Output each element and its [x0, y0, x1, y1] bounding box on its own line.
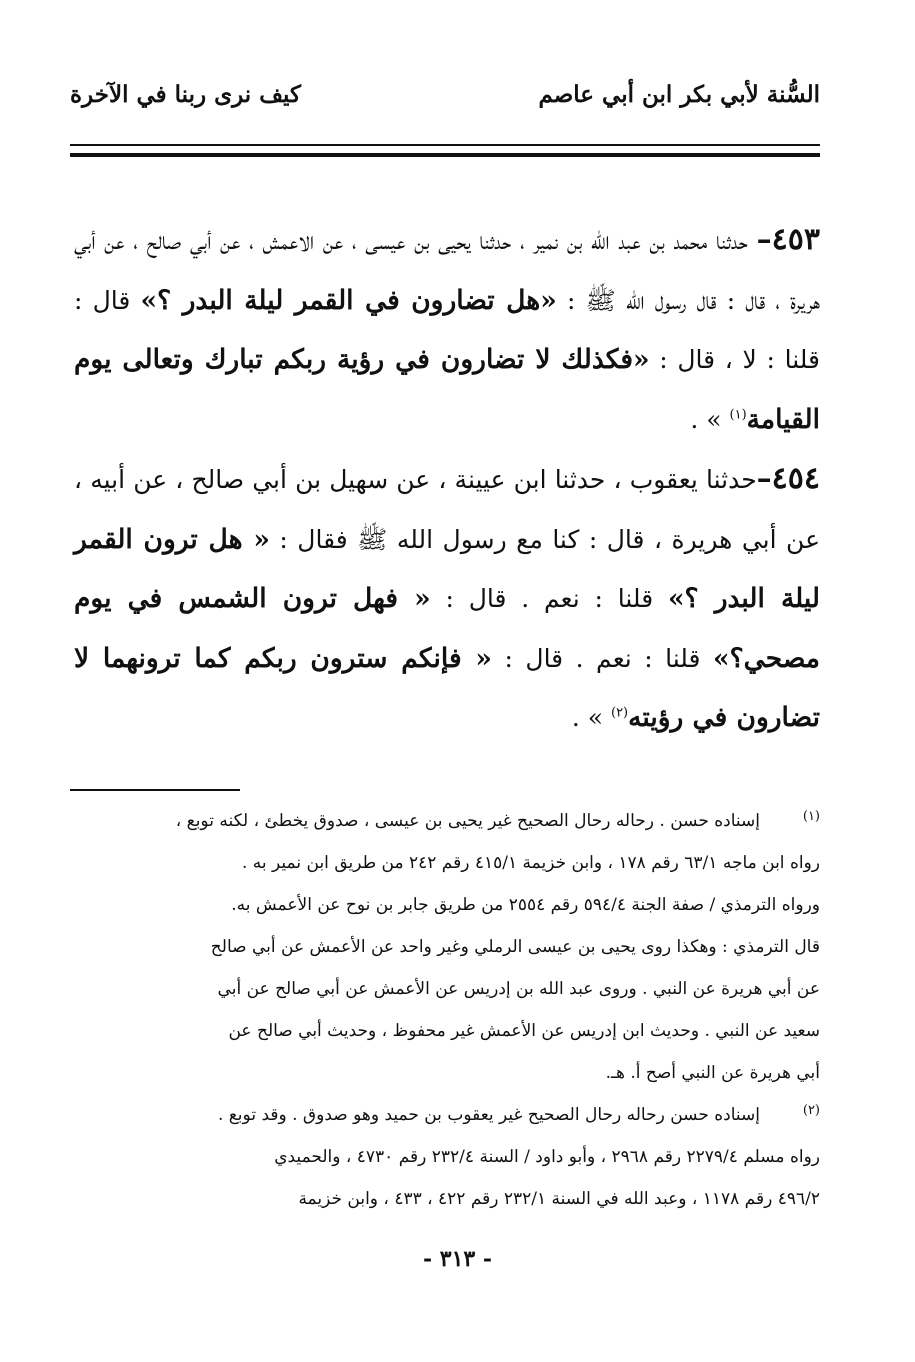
header-rule-thin	[70, 144, 820, 146]
isnad-line: حدثنا يعقوب ، حدثنا ابن عيينة ، عن سهيل بن أبي صالح ، عن	[133, 465, 757, 494]
footnote-mark: (١)	[802, 809, 820, 824]
matn-quote: «فكذلك لا تضارون في رؤية ربكم تبارك وتعالى يوم القيامة	[74, 344, 820, 435]
footnote-line: ٤٩٦/٢ رقم ١١٧٨ ، وعبد الله في السنة ٢٣٢/١ رقم ٤٢٢ ، ٤٣٣ ، وابن خزيمة	[298, 1189, 820, 1209]
hadith-453	[74, 210, 820, 449]
footnote-line: رواه مسلم ٢٢٧٩/٤ رقم ٢٩٦٨ ، وأبو داود / السنة ٢٣٢/٤ رقم ٤٧٣٠ ، والحميدي	[274, 1147, 820, 1167]
hadith-number: ٤٥٤	[771, 461, 820, 496]
hadith-dash: –	[756, 461, 772, 496]
footnote-line: إسناده حسن رحاله رحال الصحيح غير يعقوب بن حميد وهو صدوق . وقد توبع .	[217, 1105, 760, 1125]
hadith-454	[74, 449, 820, 748]
page-number: - ٣١٣ -	[422, 1246, 493, 1272]
footnote-line: رواه ابن ماجه ٦٣/١ رقم ١٧٨ ، وابن خزيمة ٤١٥/١ رقم ٢٤٢ من طريق ابن نمير به .	[241, 853, 820, 873]
footnote-line: أبي هريرة عن النبي أصح أ. هـ.	[605, 1063, 820, 1083]
footnote-line: سعيد عن النبي . وحديث ابن إدريس عن الأعمش غير محفوظ ، وحديث أبي صالح عن	[228, 1021, 820, 1041]
footnotes	[74, 800, 820, 1220]
hadith-dash: –	[756, 222, 772, 257]
isnad-line: أبيه ، عن أبي هريرة ، قال : كنا مع رسول الله ﷺ فقال :	[74, 465, 820, 554]
matn-quote: « فهل ترون الشمس في يوم مصحي؟»	[74, 583, 820, 674]
footnote-line: ورواه الترمذي / صفة الجنة ٥٩٤/٤ رقم ٢٥٥٤ من طريق جابر بن نوح عن الأعمش به.	[231, 895, 820, 915]
footnote-mark: (٢)	[802, 1103, 820, 1118]
footnote-2	[74, 1094, 820, 1220]
chapter-title: كيف نرى ربنا في الآخرة	[70, 80, 301, 108]
narration-text: قلنا : نعم . قال :	[492, 643, 713, 673]
narration-text: » .	[571, 703, 611, 732]
matn-quote: « فإنكم سترون ربكم كما ترونهما لا تضارون في رؤيته	[74, 642, 820, 733]
hadith-number: ٤٥٣	[771, 222, 820, 257]
footnote-line: قال الترمذي : وهكذا روى يحيى بن عيسى الرملي وغير واحد عن الأعمش عن أبي صالح	[210, 937, 820, 957]
footnote-line: إسناده حسن . رحاله رحال الصحيح غير يحيى بن عيسى ، صدوق يخطئ ، لكنه توبع ،	[175, 811, 760, 831]
footnote-line: عن أبي هريرة عن النبي . وروى عبد الله بن إدريس عن الأعمش عن أبي صالح عن أبي	[217, 979, 820, 999]
footnote-1	[74, 800, 820, 1094]
narration-text: » .	[690, 404, 730, 434]
isnad-line: الاعمش ، عن أبي صالح ، عن أبي هريرة ، قال : قال رسول الله ﷺ :	[74, 226, 820, 315]
footnote-separator	[70, 789, 240, 791]
main-text	[74, 210, 820, 748]
narration-text: قال : قلنا : لا ، قال :	[74, 285, 820, 374]
running-header	[70, 72, 820, 116]
matn-quote: « هل ترون القمر ليلة البدر ؟»	[74, 523, 820, 614]
header-rule-thick	[70, 153, 820, 157]
narration-text: قلنا : نعم . قال :	[430, 584, 668, 613]
footnote-ref[interactable]: (١)	[729, 407, 747, 423]
footnote-ref[interactable]: (٢)	[610, 705, 629, 721]
book-title: السُّنة لأبي بكر ابن أبي عاصم	[538, 80, 820, 108]
matn-quote: «هل تضارون في القمر ليلة البدر ؟»	[140, 284, 557, 316]
isnad-line: حدثنا محمد بن عبد الله بن نمير ، حدثنا يحيى بن عيسى ، عن	[322, 226, 757, 255]
